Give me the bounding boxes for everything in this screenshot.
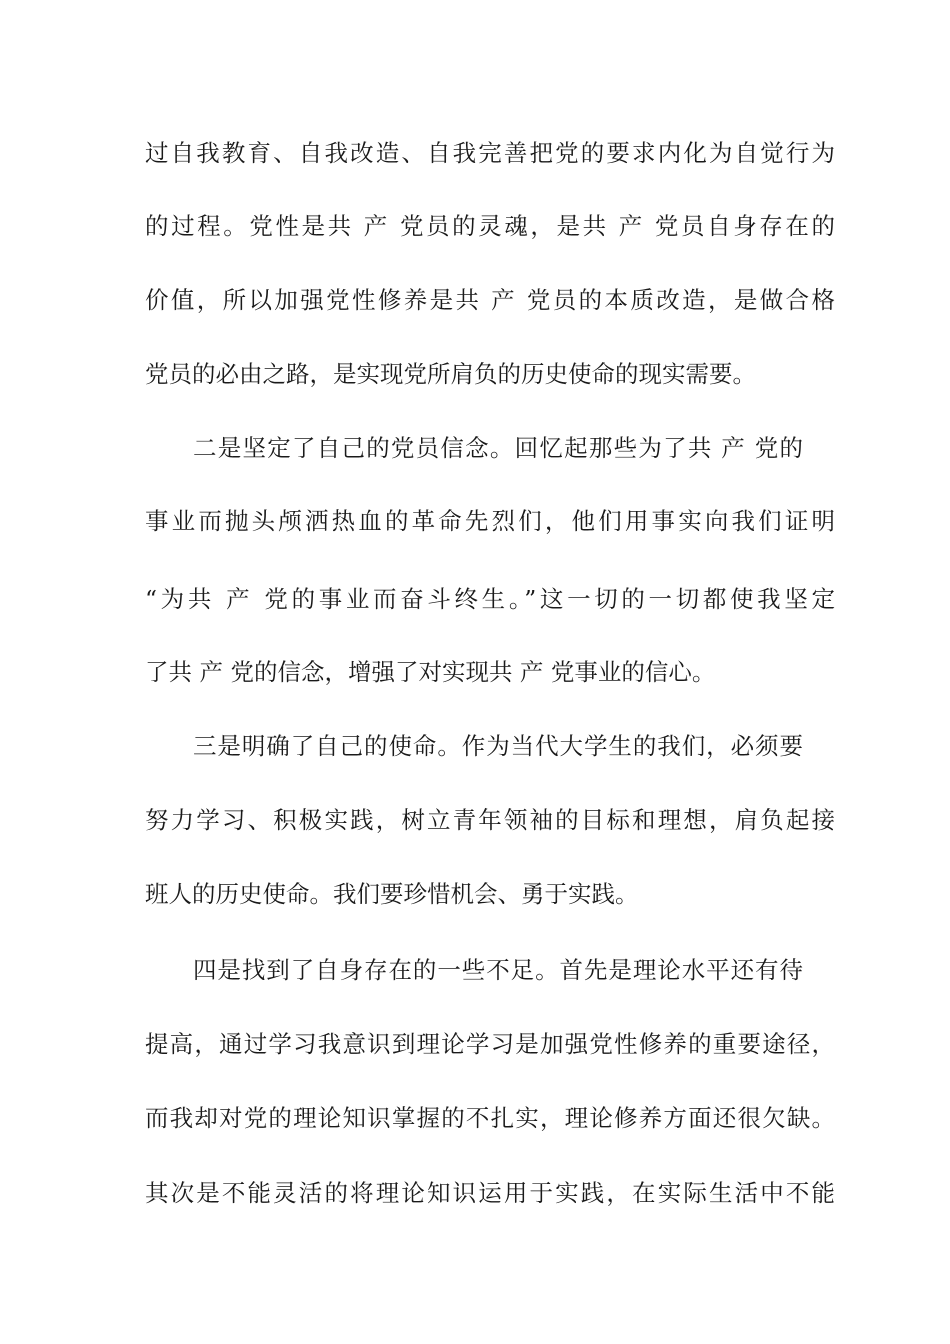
text-line-2: 的过程。党性是共 产 党员的灵魂，是共 产 党员自身存在的 [145, 212, 835, 240]
text-line-15: 其次是不能灵活的将理论知识运用于实践，在实际生活中不能 [145, 1179, 835, 1207]
text-line-12: 四是找到了自身存在的一些不足。首先是理论水平还有待 [193, 956, 803, 984]
text-line-11: 班人的历史使命。我们要珍惜机会、勇于实践。 [145, 880, 639, 908]
text-line-8: 了共 产 党的信念，增强了对实现共 产 党事业的信心。 [145, 658, 716, 686]
text-line-5: 二是坚定了自己的党员信念。回忆起那些为了共 产 党的 [193, 434, 803, 462]
text-line-9: 三是明确了自己的使命。作为当代大学生的我们，必须要 [193, 732, 803, 760]
text-line-7: “为共 产 党的事业而奋斗终生。”这一切的一切都使我坚定 [145, 585, 835, 613]
text-line-6: 事业而抛头颅洒热血的革命先烈们，他们用事实向我们证明 [145, 507, 835, 535]
text-line-14: 而我却对党的理论知识掌握的不扎实，理论修养方面还很欠缺。 [145, 1104, 835, 1132]
text-line-1: 过自我教育、自我改造、自我完善把党的要求内化为自觉行为 [145, 139, 835, 167]
text-line-13: 提高，通过学习我意识到理论学习是加强党性修养的重要途径， [145, 1030, 835, 1058]
text-line-10: 努力学习、积极实践，树立青年领袖的目标和理想，肩负起接 [145, 806, 835, 834]
text-line-3: 价值，所以加强党性修养是共 产 党员的本质改造，是做合格 [145, 286, 835, 314]
text-line-4: 党员的必由之路，是实现党所肩负的历史使命的现实需要。 [145, 360, 756, 388]
